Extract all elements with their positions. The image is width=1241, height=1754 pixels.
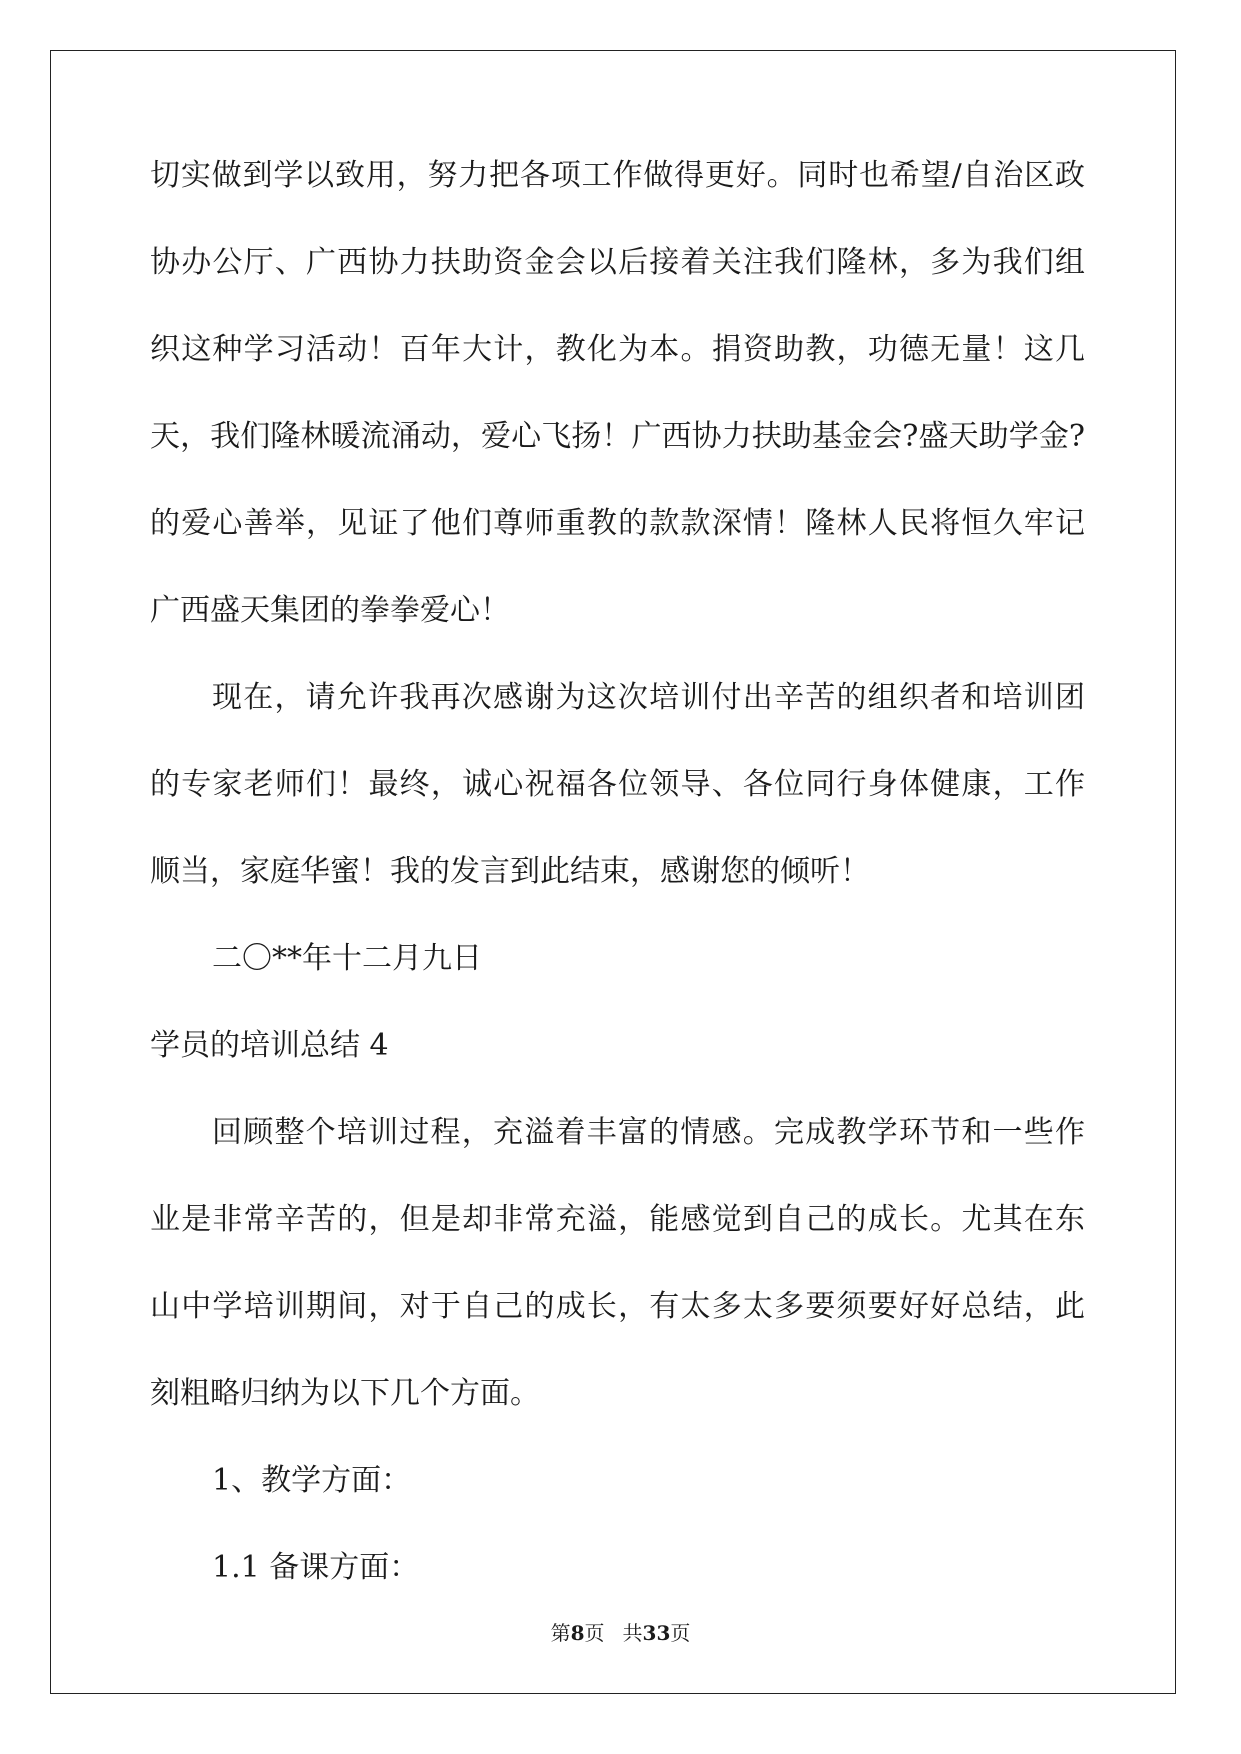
text-line: 顺当，家庭华蜜！我的发言到此结束，感谢您的倾听！ [150,854,870,889]
text-line: 织这种学习活动！百年大计，教化为本。捐资助教，功德无量！这几 [150,332,1085,367]
section-heading: 学员的培训总结 4 [150,1028,389,1063]
page-footer [0,1621,1241,1645]
footer-prefix: 第 [550,1621,571,1645]
page-number: 8 [570,1621,585,1645]
footer-total-prefix: 共 [622,1621,643,1645]
document-body [150,160,1085,1639]
footer-total-suffix: 页 [670,1621,691,1645]
text-line: 切实做到学以致用，努力把各项工作做得更好。同时也希望/自治区政 [150,158,1085,193]
text-line: 刻粗略归纳为以下几个方面。 [150,1376,540,1411]
text-line: 业是非常辛苦的，但是却非常充溢，能感觉到自己的成长。尤其在东 [150,1202,1085,1237]
text-line: 天，我们隆林暖流涌动，爱心飞扬！广西协力扶助基金会?盛天助学金? [150,419,1085,454]
text-line: 现在，请允许我再次感谢为这次培训付出辛苦的组织者和培训团 [212,680,1085,715]
list-item: 1、教学方面： [212,1463,412,1498]
text-line: 协办公厅、广西协力扶助资金会以后接着关注我们隆林，多为我们组 [150,245,1085,280]
list-item: 1.1 备课方面： [212,1550,420,1585]
text-line: 山中学培训期间，对于自己的成长，有太多太多要须要好好总结，此 [150,1289,1085,1324]
date-line: 二〇**年十二月九日 [212,941,482,976]
text-line: 的专家老师们！最终，诚心祝福各位领导、各位同行身体健康，工作 [150,767,1085,802]
text-line: 的爱心善举，见证了他们尊师重教的款款深情！隆林人民将恒久牢记 [150,506,1085,541]
text-line: 回顾整个培训过程，充溢着丰富的情感。完成教学环节和一些作 [212,1115,1085,1150]
total-pages: 33 [642,1621,671,1645]
footer-page-suffix: 页 [584,1621,605,1645]
text-line: 广西盛天集团的拳拳爱心！ [150,593,510,628]
